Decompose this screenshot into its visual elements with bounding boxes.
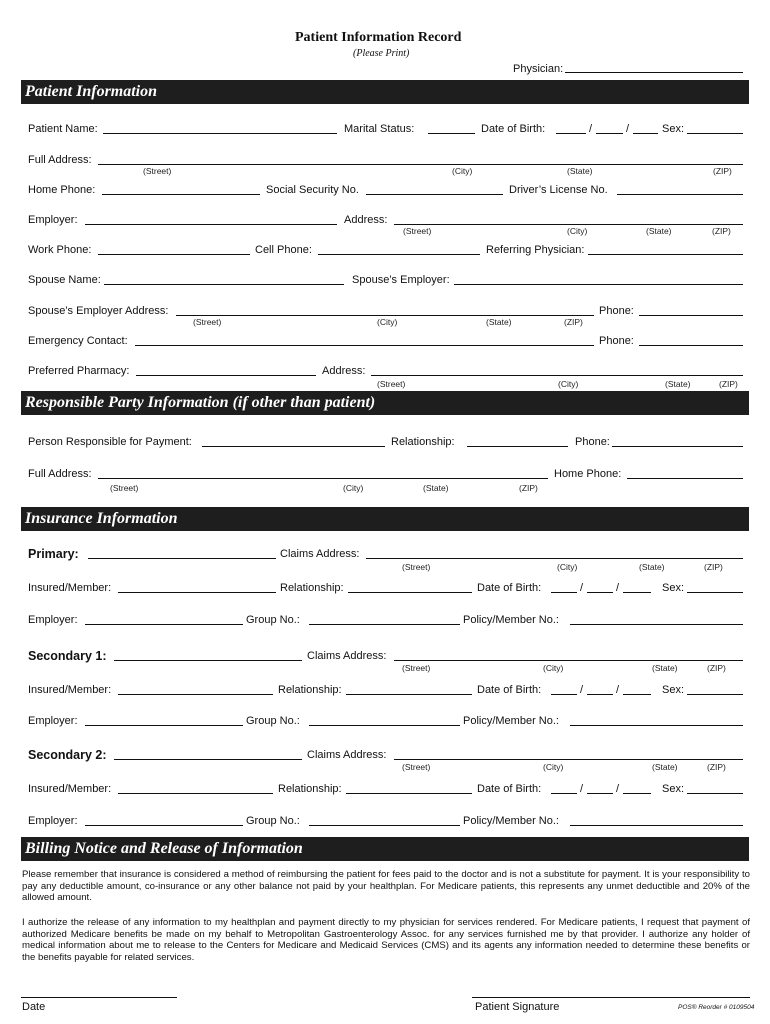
primary-claims-address-field[interactable] xyxy=(366,558,743,559)
state-caption: (State) xyxy=(639,562,665,572)
physician-label: Physician: xyxy=(513,63,564,75)
secondary-1-dob-year-field[interactable] xyxy=(623,694,651,695)
patient-name-field[interactable] xyxy=(103,133,337,134)
pharmacy-label: Preferred Pharmacy: xyxy=(28,365,130,377)
secondary-2-sex-field[interactable] xyxy=(687,793,743,794)
date-label: Date xyxy=(22,1001,46,1013)
dob-label: Date of Birth: xyxy=(481,123,546,135)
secondary-2-sex-label: Sex: xyxy=(662,783,685,795)
secondary-1-label: Secondary 1: xyxy=(28,649,107,663)
section-title-billing: Billing Notice and Release of Information xyxy=(25,840,303,857)
responsible-address-label: Full Address: xyxy=(28,468,92,480)
primary-policy-field[interactable] xyxy=(570,624,743,625)
employer-label: Employer: xyxy=(28,214,78,226)
secondary-1-insured-label: Insured/Member: xyxy=(28,684,112,696)
street-caption: (Street) xyxy=(143,166,172,176)
billing-notice-paragraph: Please remember that insurance is considered a method of reimbursing the patient for fees paid to the doctor and is not a substitute for payment. It is your responsibility to pay any deductible amount, co-insurance or any other balance not paid by your healthplan. For Medicare patients, this represents any unmet deductible and 20% of the allowed amount. xyxy=(22,869,750,903)
drivers-license-field[interactable] xyxy=(617,194,743,195)
referring-physician-field[interactable] xyxy=(588,254,743,255)
street-caption: (Street) xyxy=(402,762,431,772)
street-caption: (Street) xyxy=(402,562,431,572)
referring-physician-label: Referring Physician: xyxy=(486,244,585,256)
primary-claims-address-label: Claims Address: xyxy=(280,548,360,560)
full-address-label: Full Address: xyxy=(28,154,92,166)
secondary-1-employer-field[interactable] xyxy=(85,725,243,726)
spouse-name-label: Spouse Name: xyxy=(28,274,101,286)
secondary-1-group-field[interactable] xyxy=(309,725,460,726)
secondary-2-insurer-field[interactable] xyxy=(114,759,302,760)
secondary-2-insured-label: Insured/Member: xyxy=(28,783,112,795)
secondary-1-sex-label: Sex: xyxy=(662,684,685,696)
secondary-1-claims-address-label: Claims Address: xyxy=(307,650,387,662)
secondary-2-relationship-field[interactable] xyxy=(346,793,472,794)
city-caption: (City) xyxy=(557,562,578,572)
secondary-1-employer-label: Employer: xyxy=(28,715,78,727)
dob-sep: / xyxy=(616,582,620,594)
spouse-employer-label: Spouse’s Employer: xyxy=(352,274,450,286)
dob-year-field[interactable] xyxy=(633,133,658,134)
secondary-2-employer-label: Employer: xyxy=(28,815,78,827)
secondary-1-dob-label: Date of Birth: xyxy=(477,684,542,696)
zip-caption: (ZIP) xyxy=(564,317,583,327)
state-caption: (State) xyxy=(486,317,512,327)
form-title: Patient Information Record xyxy=(295,30,462,45)
section-title-responsible: Responsible Party Information (if other than patient) xyxy=(25,394,376,411)
state-caption: (State) xyxy=(567,166,593,176)
primary-policy-label: Policy/Member No.: xyxy=(463,614,559,626)
dob-sep: / xyxy=(580,582,584,594)
spouse-employer-phone-field[interactable] xyxy=(639,315,743,316)
cell-phone-field[interactable] xyxy=(318,254,480,255)
patient-name-label: Patient Name: xyxy=(28,123,98,135)
spouse-employer-field[interactable] xyxy=(454,284,743,285)
emergency-phone-field[interactable] xyxy=(639,345,743,346)
secondary-1-insurer-field[interactable] xyxy=(114,660,302,661)
dob-sep: / xyxy=(616,684,620,696)
secondary-2-policy-field[interactable] xyxy=(570,825,743,826)
secondary-1-sex-field[interactable] xyxy=(687,694,743,695)
dob-sep: / xyxy=(626,123,630,135)
zip-caption: (ZIP) xyxy=(712,226,731,236)
secondary-1-relationship-label: Relationship: xyxy=(278,684,342,696)
spouse-employer-phone-label: Phone: xyxy=(599,305,634,317)
dob-month-field[interactable] xyxy=(556,133,586,134)
city-caption: (City) xyxy=(543,663,564,673)
person-responsible-field[interactable] xyxy=(202,446,385,447)
section-bar-responsible xyxy=(21,391,749,415)
pharmacy-field[interactable] xyxy=(136,375,316,376)
primary-label: Primary: xyxy=(28,547,79,561)
secondary-1-group-label: Group No.: xyxy=(246,715,300,727)
primary-employer-field[interactable] xyxy=(85,624,243,625)
employer-field[interactable] xyxy=(85,224,337,225)
ssn-label: Social Security No. xyxy=(266,184,359,196)
ssn-field[interactable] xyxy=(366,194,503,195)
city-caption: (City) xyxy=(558,379,579,389)
primary-dob-day-field[interactable] xyxy=(587,592,613,593)
form-subtitle: (Please Print) xyxy=(353,48,410,59)
cell-phone-label: Cell Phone: xyxy=(255,244,312,256)
section-bar-patient xyxy=(21,80,749,104)
secondary-2-dob-label: Date of Birth: xyxy=(477,783,542,795)
person-responsible-label: Person Responsible for Payment: xyxy=(28,436,192,448)
secondary-1-dob-day-field[interactable] xyxy=(587,694,613,695)
responsible-relationship-field[interactable] xyxy=(467,446,568,447)
primary-dob-month-field[interactable] xyxy=(551,592,577,593)
primary-employer-label: Employer: xyxy=(28,614,78,626)
emergency-phone-label: Phone: xyxy=(599,335,634,347)
city-caption: (City) xyxy=(343,483,364,493)
secondary-2-group-label: Group No.: xyxy=(246,815,300,827)
secondary-1-claims-address-field[interactable] xyxy=(394,660,743,661)
marital-status-label: Marital Status: xyxy=(344,123,415,135)
secondary-1-dob-month-field[interactable] xyxy=(551,694,577,695)
state-caption: (State) xyxy=(646,226,672,236)
street-caption: (Street) xyxy=(402,663,431,673)
work-phone-label: Work Phone: xyxy=(28,244,92,256)
zip-caption: (ZIP) xyxy=(707,762,726,772)
primary-group-label: Group No.: xyxy=(246,614,300,626)
emergency-contact-label: Emergency Contact: xyxy=(28,335,128,347)
section-bar-billing xyxy=(21,837,749,861)
home-phone-label: Home Phone: xyxy=(28,184,96,196)
secondary-2-group-field[interactable] xyxy=(309,825,460,826)
marital-status-field[interactable] xyxy=(428,133,475,134)
state-caption: (State) xyxy=(665,379,691,389)
release-authorization-paragraph: I authorize the release of any information to my healthplan and payment directly to my physician for services rendered. For Medicare patients, I request that payment of authorized Medicare benefits be made on my behalf to Metropolitan Gastroenterology Assoc. for any services furnished me by that provider. I authorize any holder of medical information about me to release to the Centers for Medicare and Medicaid Services (CMS) and its agents any information needed to determine these benefits or the benefits payable for related services. xyxy=(22,917,750,963)
section-title-insurance: Insurance Information xyxy=(25,510,178,527)
pharmacy-address-label: Address: xyxy=(322,365,366,377)
zip-caption: (ZIP) xyxy=(719,379,738,389)
city-caption: (City) xyxy=(567,226,588,236)
secondary-2-claims-address-label: Claims Address: xyxy=(307,749,387,761)
dob-sep: / xyxy=(580,684,584,696)
full-address-field[interactable] xyxy=(98,164,743,165)
date-field[interactable] xyxy=(21,997,177,998)
state-caption: (State) xyxy=(652,663,678,673)
primary-insurer-field[interactable] xyxy=(88,558,276,559)
secondary-2-claims-address-field[interactable] xyxy=(394,759,743,760)
signature-label: Patient Signature xyxy=(475,1001,560,1013)
spouse-name-field[interactable] xyxy=(104,284,344,285)
responsible-phone-label: Phone: xyxy=(575,436,610,448)
primary-relationship-field[interactable] xyxy=(348,592,472,593)
dob-sep: / xyxy=(589,123,593,135)
street-caption: (Street) xyxy=(403,226,432,236)
employer-address-field[interactable] xyxy=(394,224,743,225)
spouse-employer-address-label: Spouse’s Employer Address: xyxy=(28,305,169,317)
dob-sep: / xyxy=(580,783,584,795)
secondary-2-label: Secondary 2: xyxy=(28,748,107,762)
primary-sex-label: Sex: xyxy=(662,582,685,594)
primary-dob-year-field[interactable] xyxy=(623,592,651,593)
spouse-employer-address-field[interactable] xyxy=(176,315,594,316)
employer-address-label: Address: xyxy=(344,214,388,226)
signature-field[interactable] xyxy=(472,997,750,998)
street-caption: (Street) xyxy=(110,483,139,493)
secondary-2-employer-field[interactable] xyxy=(85,825,243,826)
street-caption: (Street) xyxy=(193,317,222,327)
primary-group-field[interactable] xyxy=(309,624,460,625)
secondary-2-dob-year-field[interactable] xyxy=(623,793,651,794)
sex-field[interactable] xyxy=(687,133,743,134)
secondary-2-policy-label: Policy/Member No.: xyxy=(463,815,559,827)
responsible-address-field[interactable] xyxy=(98,478,548,479)
responsible-relationship-label: Relationship: xyxy=(391,436,455,448)
secondary-2-dob-day-field[interactable] xyxy=(587,793,613,794)
dob-day-field[interactable] xyxy=(596,133,623,134)
section-title-patient: Patient Information xyxy=(25,83,158,100)
dob-sep: / xyxy=(616,783,620,795)
responsible-home-phone-field[interactable] xyxy=(627,478,743,479)
zip-caption: (ZIP) xyxy=(519,483,538,493)
primary-relationship-label: Relationship: xyxy=(280,582,344,594)
primary-sex-field[interactable] xyxy=(687,592,743,593)
primary-insured-field[interactable] xyxy=(118,592,276,593)
section-bar-insurance xyxy=(21,507,749,531)
state-caption: (State) xyxy=(652,762,678,772)
zip-caption: (ZIP) xyxy=(713,166,732,176)
city-caption: (City) xyxy=(377,317,398,327)
secondary-2-relationship-label: Relationship: xyxy=(278,783,342,795)
pharmacy-address-field[interactable] xyxy=(371,375,743,376)
sex-label: Sex: xyxy=(662,123,685,135)
secondary-1-insured-field[interactable] xyxy=(118,694,273,695)
responsible-home-phone-label: Home Phone: xyxy=(554,468,622,480)
responsible-phone-field[interactable] xyxy=(612,446,743,447)
emergency-contact-field[interactable] xyxy=(135,345,594,346)
city-caption: (City) xyxy=(543,762,564,772)
primary-dob-label: Date of Birth: xyxy=(477,582,542,594)
secondary-1-relationship-field[interactable] xyxy=(346,694,472,695)
street-caption: (Street) xyxy=(377,379,406,389)
state-caption: (State) xyxy=(423,483,449,493)
secondary-1-policy-label: Policy/Member No.: xyxy=(463,715,559,727)
work-phone-field[interactable] xyxy=(98,254,250,255)
primary-insured-label: Insured/Member: xyxy=(28,582,112,594)
reorder-number: POS® Reorder # 0109504 xyxy=(678,1004,755,1011)
drivers-license-label: Driver’s License No. xyxy=(509,184,608,196)
secondary-2-dob-month-field[interactable] xyxy=(551,793,577,794)
zip-caption: (ZIP) xyxy=(707,663,726,673)
home-phone-field[interactable] xyxy=(102,194,260,195)
physician-field[interactable] xyxy=(565,72,743,73)
secondary-1-policy-field[interactable] xyxy=(570,725,743,726)
secondary-2-insured-field[interactable] xyxy=(118,793,273,794)
zip-caption: (ZIP) xyxy=(704,562,723,572)
city-caption: (City) xyxy=(452,166,473,176)
